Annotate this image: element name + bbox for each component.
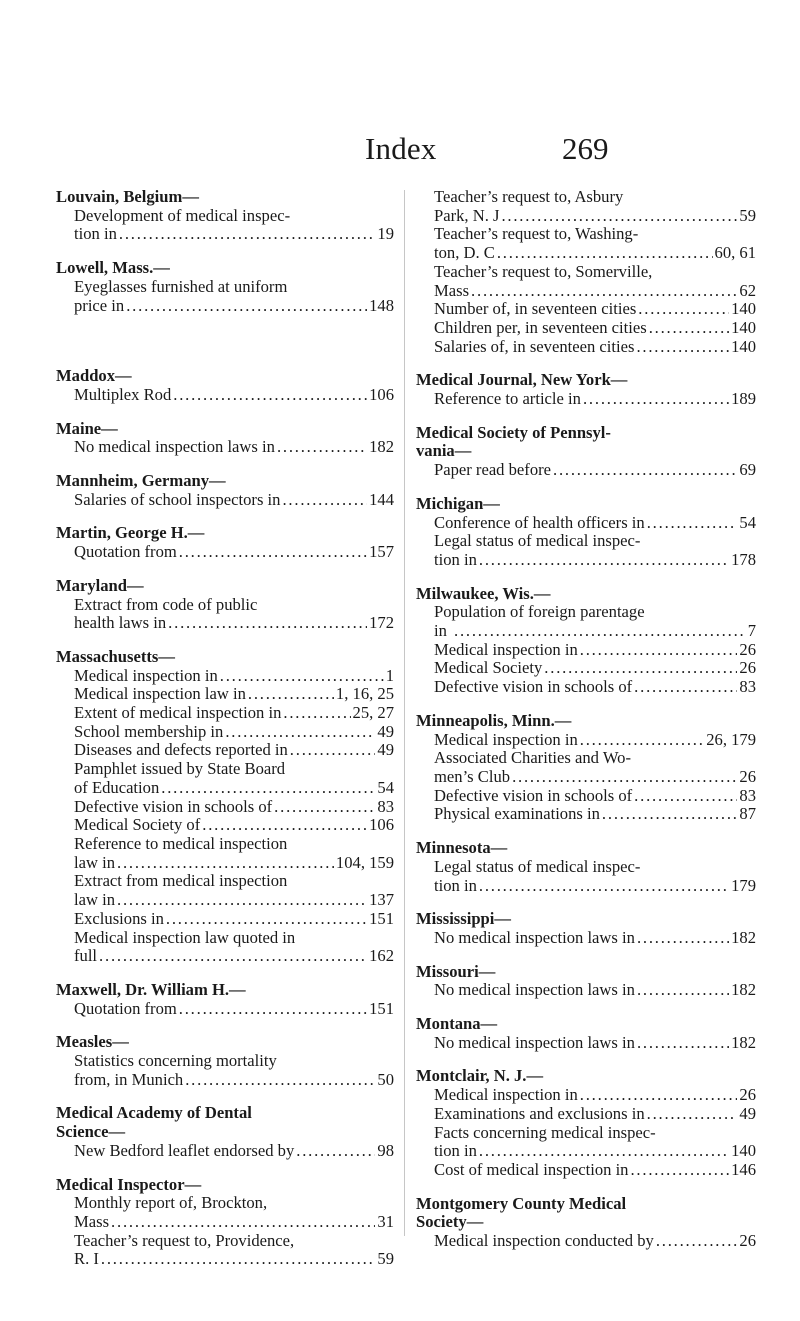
subentry [56, 386, 394, 405]
entry-heading-cont: Society— [416, 1212, 484, 1232]
page-ref: 87 [739, 804, 756, 824]
subentry [416, 1034, 756, 1053]
subentry [416, 282, 756, 301]
subentry [56, 225, 394, 244]
dot-leader [656, 1232, 738, 1251]
subentry-text: Defective vision in schools of [434, 785, 633, 805]
subentry-text: law in [74, 852, 116, 872]
subentry [416, 244, 756, 263]
subentry-text: Statistics concerning mortality [74, 1051, 277, 1071]
subentry [56, 910, 394, 929]
dot-leader [637, 1034, 729, 1053]
subentry-text: from, in Munich [74, 1069, 184, 1089]
entry-heading: Maxwell, Dr. William H.— [56, 979, 246, 999]
page-ref: 1 [385, 665, 394, 685]
subentry [416, 1161, 756, 1180]
subentry-text: tion in [434, 875, 477, 895]
entry-heading: Minneapolis, Minn.— [416, 710, 572, 730]
page-ref: 189 [731, 389, 756, 409]
subentry [56, 614, 394, 633]
page-ref: 26 [739, 1231, 756, 1251]
subentry [56, 798, 394, 817]
running-head: Index [365, 131, 437, 166]
page-ref: 140 [731, 299, 756, 319]
subentry [416, 319, 756, 338]
subentry [416, 390, 756, 409]
subentry-text: No medical inspection laws in [434, 927, 635, 947]
page-ref: 144 [369, 489, 394, 509]
dot-leader [296, 1142, 375, 1161]
dot-leader [634, 787, 737, 806]
subentry [416, 207, 756, 226]
dot-leader [283, 704, 350, 723]
page-ref: 140 [731, 1141, 756, 1161]
entry-heading: Martin, George H.— [56, 523, 205, 543]
dot-leader [101, 1250, 376, 1269]
entry-heading: Maine— [56, 418, 118, 438]
subentry-text: Medical inspection law in [74, 684, 246, 704]
subentry [56, 297, 394, 316]
entry-heading: Measles— [56, 1032, 129, 1052]
subentry [56, 1213, 394, 1232]
subentry [416, 300, 756, 319]
subentry-text: R. I [74, 1249, 99, 1269]
subentry-text: Legal status of medical inspec- [434, 531, 641, 551]
subentry-text: Associated Charities and Wo- [434, 748, 631, 768]
dot-leader [166, 910, 367, 929]
subentry-text: Reference to medical inspection [74, 833, 288, 853]
subentry-text: Children per, in seventeen cities [434, 317, 647, 337]
entry-heading: Medical Academy of Dental [56, 1103, 252, 1123]
subentry [416, 1086, 756, 1105]
page-ref: 69 [739, 460, 756, 480]
subentry [416, 641, 756, 660]
dot-leader [161, 779, 375, 798]
subentry [416, 981, 756, 1000]
dot-leader [126, 297, 367, 316]
subentry [56, 1250, 394, 1269]
page-ref: 26, 179 [706, 729, 756, 749]
page-ref: 83 [739, 677, 756, 697]
index-entry-milwaukee [416, 585, 756, 697]
page-ref: 148 [369, 295, 394, 315]
subentry-text: New Bedford leaflet endorsed by [74, 1140, 295, 1160]
index-entry-louvain [56, 188, 394, 244]
page-ref: 59 [739, 205, 756, 225]
subentry [56, 891, 394, 910]
page-header [0, 131, 800, 181]
page-ref: 140 [731, 336, 756, 356]
dot-leader [580, 731, 704, 750]
subentry-text: Medical inspection conducted by [434, 1231, 654, 1251]
subentry [56, 723, 394, 742]
index-entry-measles [56, 1033, 394, 1089]
subentry-text: Teacher’s request to, Somerville, [434, 261, 653, 281]
subentry-text: Quotation from [74, 542, 177, 562]
page-ref: 59 [377, 1249, 394, 1269]
index-entry-medical-society-pa [416, 424, 756, 480]
subentry-text: Quotation from [74, 998, 177, 1018]
entry-heading: Massachusetts— [56, 646, 175, 666]
dot-leader [479, 877, 729, 896]
dot-leader [173, 386, 367, 405]
subentry: in ..... 7 [416, 622, 756, 641]
page-ref: 157 [369, 542, 394, 562]
index-entry-minneapolis [416, 712, 756, 824]
dot-leader [274, 798, 375, 817]
dot-leader [185, 1071, 375, 1090]
entry-heading: Montclair, N. J.— [416, 1066, 544, 1086]
page-ref: 182 [731, 980, 756, 1000]
index-entry-maryland [56, 577, 394, 633]
subentry-text: Medical inspection in [74, 665, 218, 685]
dot-leader [634, 678, 737, 697]
page-ref: 26 [739, 1085, 756, 1105]
subentry [56, 816, 394, 835]
page-ref: 26 [739, 639, 756, 659]
dot-leader [179, 543, 367, 562]
dot-leader [225, 723, 375, 742]
page-ref: 179 [731, 875, 756, 895]
page-ref: 98 [377, 1140, 394, 1160]
subentry-text: law in [74, 890, 116, 910]
dot-leader [497, 244, 713, 263]
dot-leader [553, 461, 737, 480]
subentry-text: men’s Club [434, 766, 511, 786]
page-ref: 83 [739, 785, 756, 805]
page-ref: 26 [739, 658, 756, 678]
index-entry-mannheim [56, 472, 394, 509]
page-ref: 49 [377, 740, 394, 760]
subentry [56, 947, 394, 966]
subentry-text: Medical inspection in [434, 1085, 578, 1105]
page-ref: 178 [731, 549, 756, 569]
subentry-text: Extract from code of public [74, 594, 258, 614]
page-ref: 106 [369, 384, 394, 404]
dot-leader [580, 641, 738, 660]
subentry-text: tion in [74, 224, 117, 244]
dot-leader [602, 805, 737, 824]
dot-leader [637, 981, 729, 1000]
index-entry-montana [416, 1015, 756, 1052]
subentry-text: Development of medical inspec- [74, 205, 291, 225]
subentry-text: No medical inspection laws in [434, 1032, 635, 1052]
subentry-text: Legal status of medical inspec- [434, 856, 641, 876]
page-ref: 83 [377, 796, 394, 816]
page-ref: 31 [377, 1211, 394, 1231]
subentry-text: Medical Society [434, 658, 543, 678]
page-ref: 62 [739, 280, 756, 300]
dot-leader [168, 614, 367, 633]
dot-leader [111, 1213, 375, 1232]
subentry-text: of Education [74, 777, 160, 797]
index-entry-montclair [416, 1067, 756, 1179]
subentry-text: Eyeglasses furnished at uniform [74, 276, 288, 296]
subentry-text: Salaries of school inspectors in [74, 489, 281, 509]
subentry [56, 438, 394, 457]
index-entry-medical-inspector-cont [416, 188, 756, 356]
subentry-text: Extract from medical inspection [74, 871, 288, 891]
entry-heading-cont: Science— [56, 1122, 126, 1142]
dot-leader [501, 207, 737, 226]
page-ref: 25, 27 [352, 703, 394, 723]
entry-heading: Missouri— [416, 961, 496, 981]
subentry-text: Medical inspection in [434, 729, 578, 749]
subentry-text: price in [74, 295, 125, 315]
subentry [56, 1071, 394, 1090]
page-ref: 151 [369, 908, 394, 928]
subentry [416, 338, 756, 357]
entry-heading: Montana— [416, 1014, 498, 1034]
page-ref: 1, 16, 25 [335, 684, 394, 704]
index-entry-montgomery [416, 1195, 756, 1251]
subentry-text: Pamphlet issued by State Board [74, 759, 286, 779]
subentry [416, 514, 756, 533]
subentry [416, 1232, 756, 1251]
subentry-text: Multiplex Rod [74, 384, 172, 404]
subentry [56, 1142, 394, 1161]
index-entry-maxwell [56, 981, 394, 1018]
subentry [416, 678, 756, 697]
dot-leader [117, 854, 334, 873]
entry-heading: Lowell, Mass.— [56, 258, 170, 278]
entry-heading: Maddox— [56, 366, 132, 386]
dot-leader [202, 816, 367, 835]
subentry-text: Teacher’s request to, Providence, [74, 1230, 295, 1250]
entry-heading: Louvain, Belgium— [56, 187, 199, 206]
dot-leader [119, 225, 376, 244]
subentry-text: Examinations and exclusions in [434, 1103, 645, 1123]
subentry-text: Monthly report of, Brockton, [74, 1193, 268, 1213]
index-entry-missouri [416, 963, 756, 1000]
subentry [416, 1142, 756, 1161]
subentry-text: Park, N. J [434, 205, 500, 225]
index-column-right [416, 188, 756, 1266]
dot-leader [638, 300, 729, 319]
subentry-text: School membership in [74, 721, 224, 741]
index-entry-massachusetts [56, 648, 394, 966]
subentry-text: Mass [74, 1211, 110, 1231]
subentry [416, 787, 756, 806]
index-entry-minnesota [416, 839, 756, 895]
subentry-text: Extent of medical inspection in [74, 703, 282, 723]
page-ref: 19 [377, 224, 394, 244]
entry-heading: Michigan— [416, 493, 500, 513]
page-ref: 137 [369, 890, 394, 910]
index-entry-medical-journal [416, 371, 756, 408]
subentry [56, 1000, 394, 1019]
subentry-text: Medical Society of [74, 815, 201, 835]
subentry [416, 1105, 756, 1124]
dot-leader [282, 491, 367, 510]
subentry-text: Cost of medical inspection in [434, 1159, 629, 1179]
dot-leader [479, 551, 729, 570]
index-entry-lowell [56, 259, 394, 315]
subentry [56, 685, 394, 704]
page-ref: 182 [369, 437, 394, 457]
subentry-text: Salaries of, in seventeen cities [434, 336, 635, 356]
dot-leader [99, 947, 367, 966]
subentry [416, 929, 756, 948]
subentry [56, 854, 394, 873]
dot-leader [248, 685, 334, 704]
subentry-text: Teacher’s request to, Washing- [434, 224, 639, 244]
page-ref: 172 [369, 613, 394, 633]
page-ref: 49 [377, 721, 394, 741]
subentry-text: Diseases and defects reported in [74, 740, 288, 760]
dot-leader [647, 1105, 738, 1124]
dot-leader [479, 1142, 729, 1161]
dot-leader [179, 1000, 367, 1019]
subentry-text: health laws in [74, 613, 167, 633]
subentry-text: Defective vision in schools of [74, 796, 273, 816]
page-ref: 151 [369, 998, 394, 1018]
subentry [56, 543, 394, 562]
dot-leader [647, 514, 738, 533]
entry-heading: Mannheim, Germany— [56, 471, 226, 491]
subentry [56, 741, 394, 760]
subentry [56, 704, 394, 723]
subentry-text: Mass [434, 280, 470, 300]
page-ref: 7 [747, 621, 756, 641]
subentry [416, 731, 756, 750]
subentry-text: Medical inspection in [434, 639, 578, 659]
entry-heading: Medical Inspector— [56, 1174, 202, 1194]
page-ref: 50 [377, 1069, 394, 1089]
subentry [56, 667, 394, 686]
subentry-text: ton, D. C [434, 243, 495, 263]
subentry [416, 768, 756, 787]
page-ref: 106 [369, 815, 394, 835]
column-divider [404, 190, 405, 1236]
dot-leader [290, 741, 376, 760]
index-entry-medical-academy [56, 1104, 394, 1160]
index-entry-michigan [416, 495, 756, 570]
page-ref: 182 [731, 1032, 756, 1052]
subentry-text: Paper read before [434, 460, 552, 480]
index-entry-medical-inspector [56, 1176, 394, 1270]
page-ref: 146 [731, 1159, 756, 1179]
page-ref: 54 [377, 777, 394, 797]
index-entry-maddox [56, 367, 394, 404]
subentry-text: Conference of health officers in [434, 512, 645, 532]
subentry-text: Physical examinations in [434, 804, 600, 824]
subentry [416, 877, 756, 896]
entry-heading-cont: vania— [416, 441, 472, 461]
entry-heading: Minnesota— [416, 838, 508, 858]
subentry [416, 805, 756, 824]
page-ref: 60, 61 [714, 243, 756, 263]
dot-leader [277, 438, 367, 457]
subentry-text: Exclusions in [74, 908, 164, 928]
index-column-left [56, 188, 394, 1284]
subentry-text: Medical inspection law quoted in [74, 927, 296, 947]
subentry [416, 659, 756, 678]
dot-leader [454, 622, 746, 641]
subentry [56, 491, 394, 510]
subentry-text: full [74, 946, 98, 966]
page-ref: 104, 159 [335, 852, 394, 872]
dot-leader [117, 891, 367, 910]
subentry-text: Defective vision in schools of [434, 677, 633, 697]
dot-leader [220, 667, 384, 686]
dot-leader [471, 282, 737, 301]
page-ref: 140 [731, 317, 756, 337]
page-ref: 49 [739, 1103, 756, 1123]
dot-leader [544, 659, 737, 678]
dot-leader [630, 1161, 729, 1180]
page-ref: 26 [739, 766, 756, 786]
dot-leader [649, 319, 729, 338]
dot-leader [636, 338, 729, 357]
entry-heading: Milwaukee, Wis.— [416, 583, 551, 603]
entry-heading: Montgomery County Medical [416, 1193, 627, 1213]
subentry-text: Teacher’s request to, Asbury [434, 187, 624, 206]
entry-heading: Medical Journal, New York— [416, 370, 628, 390]
entry-heading: Maryland— [56, 575, 144, 595]
subentry-text: Number of, in seventeen cities [434, 299, 637, 319]
index-entry-mississippi [416, 910, 756, 947]
index-entry-martin [56, 524, 394, 561]
dot-leader [637, 929, 729, 948]
subentry-text: No medical inspection laws in [434, 980, 635, 1000]
subentry [56, 779, 394, 798]
entry-heading: Medical Society of Pennsyl- [416, 422, 611, 442]
subentry-text: Population of foreign parentage [434, 602, 645, 622]
page-ref: 162 [369, 946, 394, 966]
dot-leader [583, 390, 729, 409]
subentry [416, 461, 756, 480]
subentry [416, 551, 756, 570]
subentry-text: tion in [434, 549, 477, 569]
page-number: 269 [562, 131, 609, 166]
subentry-text: No medical inspection laws in [74, 437, 275, 457]
subentry-text: Reference to article in [434, 389, 581, 409]
subentry-text: Facts concerning medical inspec- [434, 1122, 656, 1142]
page-ref: 182 [731, 927, 756, 947]
index-entry-maine [56, 420, 394, 457]
subentry-text: tion in [434, 1141, 477, 1161]
dot-leader [512, 768, 737, 787]
page-ref: 54 [739, 512, 756, 532]
entry-heading: Mississippi— [416, 909, 511, 929]
dot-leader [580, 1086, 738, 1105]
